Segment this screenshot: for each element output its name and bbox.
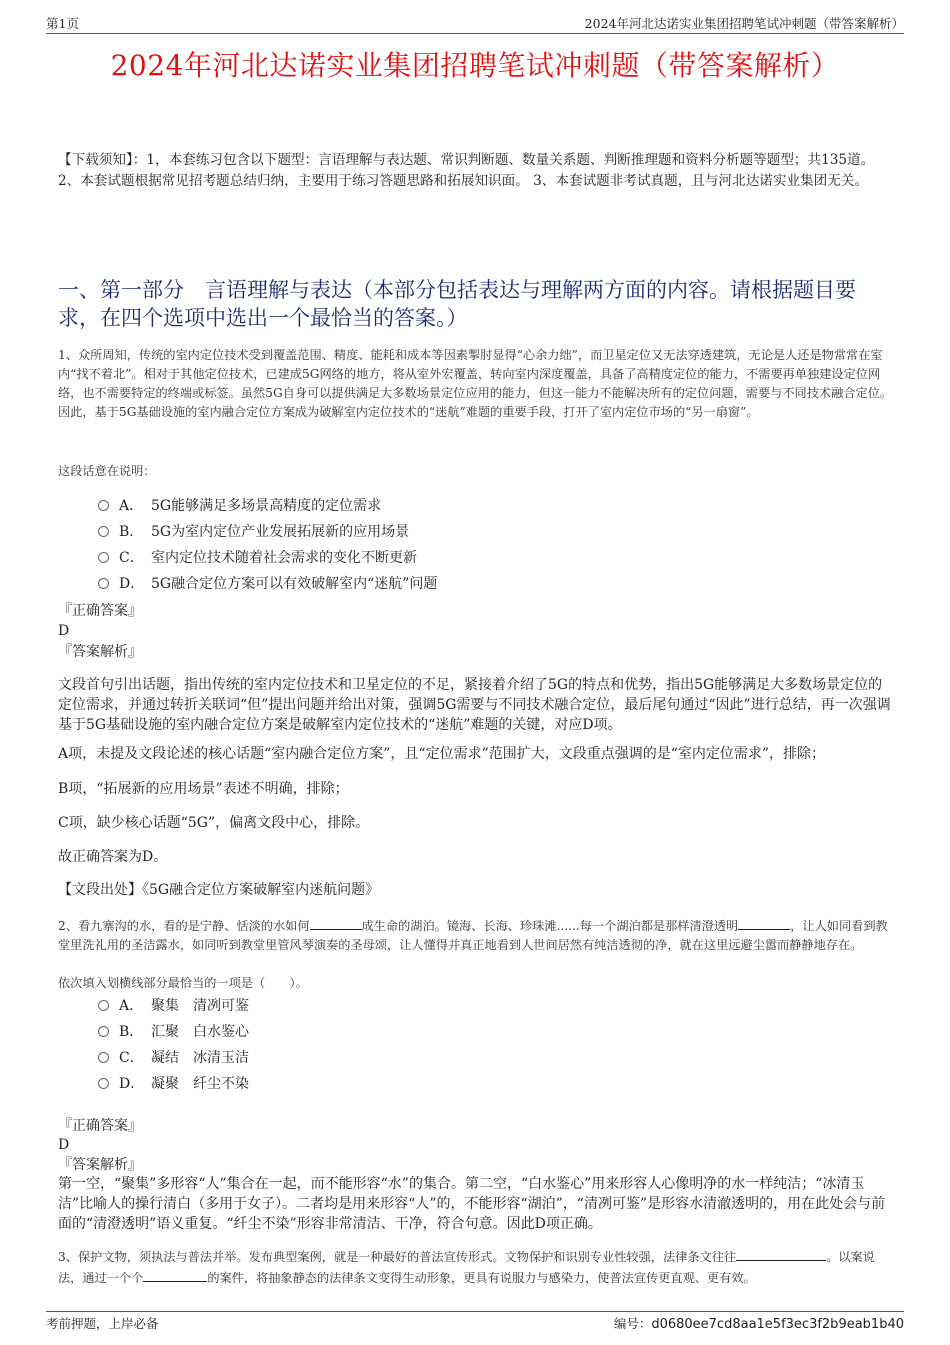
footer-slogan: 考前押题，上岸必备	[46, 1316, 159, 1331]
option-b[interactable]: B． 5G为室内定位产业发展拓展新的应用场景	[98, 521, 437, 543]
radio-icon[interactable]	[98, 526, 109, 537]
analysis-paragraph: 第一空，“聚集”多形容“人”集合在一起，而不能形容“水”的集合。第二空，“白水鉴心”用来形容人心像明净的水一样纯洁；“冰清玉洁”比喻人的操行清白（多用于女子）。二者均是用来形容“人”的，不能形容“湖泊”，“清冽可鉴”是形容水清澈透明的，用在此处会与前面的“清澄透明”语义重复。“纤尘不染”形容非常清洁、干净，符合句意。因此D项正确。	[58, 1176, 886, 1232]
header-divider	[46, 33, 904, 34]
radio-icon[interactable]	[98, 1026, 109, 1037]
analysis-paragraph: A项，未提及文段论述的核心话题“室内融合定位方案”，且“定位需求”范围扩大，文段重点强调的是“室内定位需求”，排除；	[58, 746, 826, 762]
radio-icon[interactable]	[98, 1052, 109, 1063]
download-notice: 【下载须知】：1，本套练习包含以下题型：言语理解与表达题、常识判断题、数量关系题、判断推理题和资料分析题等题型；共135道。 2、本套试题根据常见招考题总结归纳，主要用于练习答题思路和拓展知识面。 3、本套试题非考试真题，且与河北达诺实业集团无关。	[58, 152, 875, 189]
section-title: 一、第一部分 言语理解与表达（本部分包括表达与理解两方面的内容。请根据题目要求，在四个选项中选出一个最恰当的答案。）	[58, 278, 856, 330]
question-1-options	[98, 495, 437, 595]
analysis-paragraph: 文段首句引出话题，指出传统的室内定位技术和卫星定位的不足，紧接着介绍了5G的特点和优势，指出5G能够满足大多数场景定位的定位需求，并通过转折关联词“但”提出问题并给出对策，强调5G需要与不同技术融合定位，最后尾句通过“因此”进行总结，再一次强调基于5G基础设施的室内融合定位方案是破解室内定位技术的“迷航”难题的关键，对应D项。	[58, 677, 891, 733]
fill-blank	[738, 915, 790, 930]
option-c[interactable]: C． 室内定位技术随着社会需求的变化不断更新	[98, 547, 437, 569]
option-c[interactable]: C． 凝结 冰清玉洁	[98, 1047, 249, 1069]
text-source: 【文段出处】《5G融合定位方案破解室内迷航问题》	[58, 882, 380, 898]
question-2-stem: 2、看九寨沟的水，看的是宁静、恬淡的水如何 成生命的湖泊。镜海、长海、珍珠滩......每一个湖泊都是那样清澄透明 ，让人如同看到教堂里洗礼用的圣洁露水，如同听到教堂里管风琴演奏的圣母颂，让人懂得并真正地看到人世间居然有纯洁透彻的净，就在这里远避尘嚣而静静地存在。	[58, 915, 894, 955]
fill-blank	[143, 1267, 207, 1282]
question-2-prompt: 依次填入划横线部分最恰当的一项是（ ）。	[58, 976, 308, 990]
question-2-options	[98, 995, 249, 1095]
analysis-paragraph: 故正确答案为D。	[58, 849, 168, 865]
radio-icon[interactable]	[98, 552, 109, 563]
page-number: 第1页	[46, 16, 79, 31]
fill-blank	[310, 915, 362, 930]
option-d[interactable]: D． 凝聚 纤尘不染	[98, 1073, 249, 1095]
option-a[interactable]: A． 聚集 清冽可鉴	[98, 995, 249, 1017]
question-3-stem: 3、保护文物，须执法与普法并举。发布典型案例，就是一种最好的普法宣传形式。文物保护和识别专业性较强，法律条文往往 。以案说法，通过一个个 的案件，将抽象静态的法律条文变得生动形象，更具有说服力与感染力，使普法宣传更直观、更有效。	[58, 1246, 894, 1288]
radio-icon[interactable]	[98, 1078, 109, 1089]
fill-blank	[736, 1246, 826, 1261]
page-title: 2024年河北达诺实业集团招聘笔试冲刺题（带答案解析）	[110, 49, 840, 82]
answer-label: 『正确答案』	[58, 1118, 142, 1134]
option-d[interactable]: D． 5G融合定位方案可以有效破解室内“迷航”问题	[98, 573, 437, 595]
option-b[interactable]: B． 汇聚 白水鉴心	[98, 1021, 249, 1043]
option-a[interactable]: A． 5G能够满足多场景高精度的定位需求	[98, 495, 437, 517]
answer-label: 『正确答案』	[58, 603, 142, 619]
analysis-label: 『答案解析』	[58, 1157, 142, 1173]
correct-answer: D	[58, 623, 70, 639]
correct-answer: D	[58, 1137, 70, 1153]
question-1-prompt: 这段话意在说明：	[58, 464, 156, 478]
radio-icon[interactable]	[98, 500, 109, 511]
radio-icon[interactable]	[98, 1000, 109, 1011]
document-code: 编号：d0680ee7cd8aa1e5f3ec3f2b9eab1b40	[613, 1316, 904, 1332]
analysis-label: 『答案解析』	[58, 644, 142, 660]
radio-icon[interactable]	[98, 578, 109, 589]
question-1-stem: 1、众所周知，传统的室内定位技术受到覆盖范围、精度、能耗和成本等因素掣肘显得“心余力绌”，而卫星定位又无法穿透建筑，无论是人还是物常常在室内“找不着北”。相对于其他定位技术，已建成5G网络的地方，将从室外宏覆盖，转向室内深度覆盖，具备了高精度定位的能力，不需要再单独建设定位网络，也不需要特定的终端或标签。虽然5G自身可以提供满足大多数场景定位应用的能力，但这一能力不能解决所有的定位问题，需要与不同技术融合定位。因此，基于5G基础设施的室内融合定位方案成为破解室内定位技术的“迷航”难题的重要手段，打开了室内定位市场的“另一扇窗”。	[58, 348, 893, 419]
analysis-paragraph: B项，“拓展新的应用场景”表述不明确，排除；	[58, 781, 349, 797]
footer-divider	[46, 1311, 904, 1312]
analysis-paragraph: C项，缺少核心话题“5G”，偏离文段中心，排除。	[58, 815, 370, 831]
running-header-title: 2024年河北达诺实业集团招聘笔试冲刺题（带答案解析）	[584, 16, 904, 31]
